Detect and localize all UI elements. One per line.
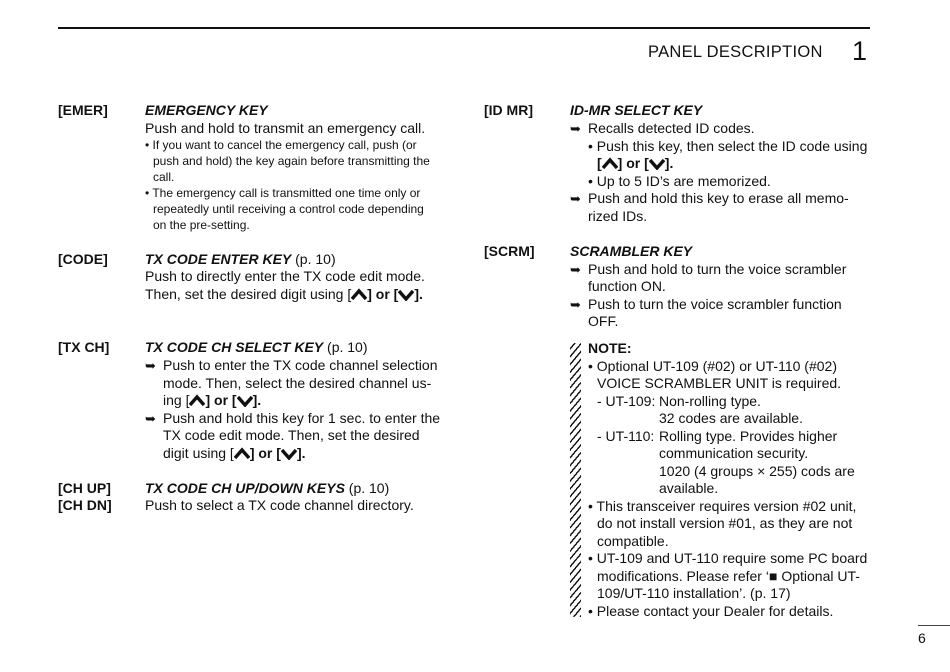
text-fragment: Push to turn the voice scrambler function	[588, 296, 842, 312]
code-desc: Push to directly enter the TX code edit mode.	[145, 268, 425, 284]
emer-heading: EMERGENCY KEY	[145, 102, 268, 118]
txch-tag: [TX CH]	[58, 339, 110, 355]
chapter-number: 1	[852, 36, 868, 66]
text-fragment: ].	[252, 392, 262, 408]
down-chevron-icon	[649, 155, 665, 171]
text-fragment: ] or [	[367, 286, 399, 302]
arrow-bullet-icon: ➥	[145, 358, 156, 373]
chupdn-desc: Push to select a TX code channel directory.	[145, 497, 414, 513]
note-line: compatible.	[597, 533, 669, 549]
emer-note-line: • The emergency call is transmitted one time only or	[145, 186, 421, 200]
text-fragment: digit using [	[163, 445, 234, 461]
note-line: available.	[659, 480, 719, 496]
note-line: Rolling type. Provides higher	[659, 428, 838, 444]
chdn-tag: [CH DN]	[58, 497, 112, 513]
arrow-bullet-icon: ➥	[570, 121, 581, 136]
footer-rule	[918, 625, 950, 626]
text-fragment: ] or [	[617, 155, 649, 171]
idmr-bullet-1	[570, 120, 755, 138]
text-fragment: Push to enter the TX code channel selection	[163, 357, 438, 373]
scrm-heading: SCRAMBLER KEY	[570, 243, 693, 259]
emer-note-line: on the pre-setting.	[153, 218, 250, 232]
ut109-label: - UT-109:	[597, 393, 656, 409]
header-rule	[58, 27, 870, 29]
emer-note-line: push and hold) the key again before transmitting the	[153, 154, 430, 168]
idmr-sub-1: • Push this key, then select the ID code using	[588, 138, 868, 154]
code-heading: TX CODE ENTER KEY	[145, 251, 292, 267]
arrow-bullet-icon: ➥	[145, 411, 156, 426]
text-fragment: Push and hold this key for 1 sec. to enter the	[163, 410, 441, 426]
emer-desc: Push and hold to transmit an emergency call.	[145, 120, 426, 136]
note-line: • UT-109 and UT-110 require some PC board	[588, 550, 868, 566]
code-desc-keys	[145, 286, 423, 304]
scrm-bullet-2	[570, 296, 842, 314]
txch-page-ref: (p. 10)	[327, 339, 368, 355]
scrm-tag: [SCRM]	[484, 243, 535, 259]
idmr-heading: ID-MR SELECT KEY	[570, 102, 703, 118]
emer-note-line: call.	[153, 170, 175, 184]
text-fragment: modifications. Please refer ‘	[597, 568, 769, 584]
text-fragment: ] or [	[205, 392, 237, 408]
down-chevron-icon	[281, 445, 297, 461]
idmr-sub-2: • Up to 5 ID’s are memorized.	[588, 173, 771, 189]
up-chevron-icon	[234, 445, 250, 461]
chupdn-page-ref: (p. 10)	[348, 480, 390, 496]
note-line: Non-rolling type.	[659, 393, 761, 409]
note-line	[597, 568, 860, 586]
txch-bullet-1-keys	[163, 392, 261, 410]
txch-bullet-1-cont: mode. Then, select the desired channel us-	[163, 375, 432, 391]
up-chevron-icon	[189, 392, 205, 408]
black-square-icon: ■	[768, 568, 778, 584]
scrm-bullet-1-cont: function ON.	[588, 278, 666, 294]
note-line: do not install version #01, as they are not	[597, 515, 853, 531]
emer-note-line: repeatedly until receiving a control code depending	[153, 202, 424, 216]
note-line: 32 codes are available.	[659, 410, 803, 426]
text-fragment: ].	[664, 155, 674, 171]
idmr-sub-1-keys	[597, 155, 673, 173]
idmr-tag: [ID MR]	[484, 102, 533, 118]
text-fragment: ].	[296, 445, 306, 461]
text-fragment: ].	[414, 286, 423, 302]
chupdn-heading: TX CODE CH UP/DOWN KEYS	[145, 480, 345, 496]
page-number: 6	[918, 630, 926, 646]
note-line: • This transceiver requires version #02 unit,	[588, 498, 857, 514]
down-chevron-icon	[398, 286, 414, 302]
text-fragment: Recalls detected ID codes.	[588, 120, 755, 136]
note-line: • Optional UT-109 (#02) or UT-110 (#02)	[588, 358, 837, 374]
text-fragment: [	[597, 155, 602, 171]
up-chevron-icon	[602, 155, 618, 171]
text-fragment: ing [	[163, 392, 190, 408]
text-fragment: Optional UT-	[777, 568, 860, 584]
note-line: VOICE SCRAMBLER UNIT is required.	[597, 375, 842, 391]
text-fragment: Then, set the desired digit using [	[145, 286, 352, 302]
txch-bullet-2-cont: TX code edit mode. Then, set the desired	[163, 427, 420, 443]
text-fragment: Push and hold to turn the voice scrambler	[588, 261, 847, 277]
note-label: NOTE:	[588, 340, 632, 356]
txch-heading: TX CODE CH SELECT KEY	[145, 339, 324, 355]
txch-bullet-2	[145, 410, 440, 428]
code-page-ref: (p. 10)	[295, 251, 336, 267]
note-line: communication security.	[659, 445, 809, 461]
ut110-label: - UT-110:	[597, 428, 655, 444]
text-fragment: ] or [	[249, 445, 281, 461]
arrow-bullet-icon: ➥	[570, 191, 581, 206]
section-title: PANEL DESCRIPTION	[648, 43, 823, 61]
code-tag: [CODE]	[58, 251, 108, 267]
txch-heading-line	[145, 339, 368, 357]
note-line: 1020 (4 groups × 255) cods are	[659, 463, 855, 479]
code-heading-line	[145, 251, 336, 269]
scrm-bullet-2-cont: OFF.	[588, 313, 619, 329]
scrm-bullet-1	[570, 261, 846, 279]
chupdn-heading-line	[145, 480, 389, 498]
arrow-bullet-icon: ➥	[570, 262, 581, 277]
emer-note-line: • If you want to cancel the emergency call, push (or	[145, 138, 417, 152]
note-line: • Please contact your Dealer for details.	[588, 603, 834, 619]
idmr-bullet-2-cont: rized IDs.	[588, 208, 648, 224]
idmr-bullet-2	[570, 190, 849, 208]
note-line: 109/UT-110 installation’. (p. 17)	[597, 585, 791, 601]
arrow-bullet-icon: ➥	[570, 297, 581, 312]
txch-bullet-2-keys	[163, 445, 306, 463]
up-chevron-icon	[351, 286, 367, 302]
down-chevron-icon	[237, 392, 253, 408]
note-hatch-bar	[570, 343, 581, 617]
chup-tag: [CH UP]	[58, 480, 111, 496]
emer-tag: [EMER]	[58, 102, 108, 118]
txch-bullet-1	[145, 357, 437, 375]
text-fragment: Push and hold this key to erase all memo-	[588, 190, 849, 206]
